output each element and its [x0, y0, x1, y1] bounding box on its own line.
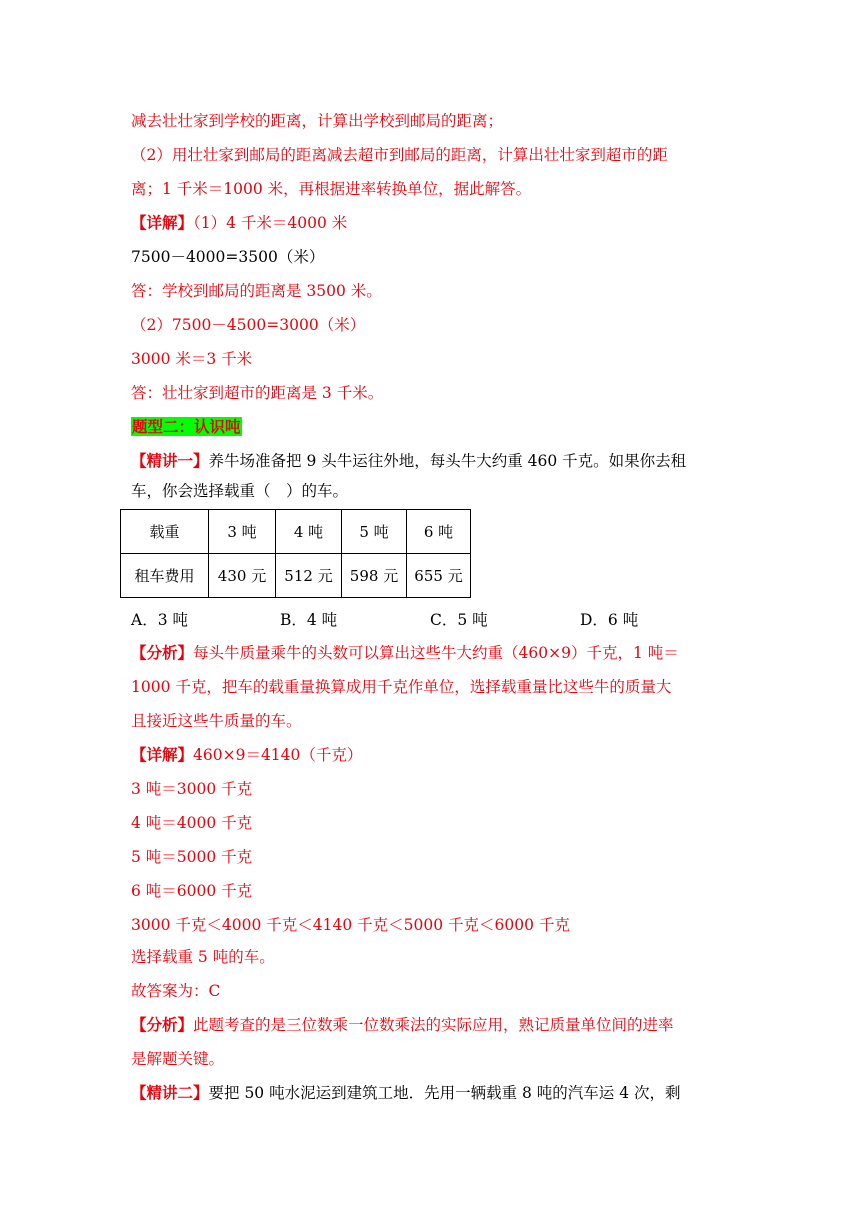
analysis-line: 且接近这些牛质量的车。: [131, 712, 302, 730]
table-cell: 5 吨: [342, 510, 407, 554]
text-line: 3000 米＝3 千米: [131, 350, 253, 368]
question-text: 要把 50 吨水泥运到建筑工地．先用一辆载重 8 吨的汽车运 4 次，剩: [208, 1084, 681, 1102]
text-line: 减去壮壮家到学校的距离，计算出学校到邮局的距离；: [131, 112, 504, 130]
detail-tag: 【详解】: [131, 213, 194, 232]
detail-line: 6 吨＝6000 千克: [131, 882, 253, 900]
option-d: D．6 吨: [580, 611, 639, 629]
analysis-line: [131, 1014, 674, 1036]
table-cell: 6 吨: [407, 510, 471, 554]
equation-line: 7500－4000=3500（米）: [131, 248, 325, 266]
table-cell: 598 元: [342, 554, 407, 598]
text-line: 离；1 千米＝1000 米，再根据进率转换单位，据此解答。: [131, 180, 532, 198]
detail-text: （1）4 千米＝4000 米: [193, 214, 348, 232]
table-cell: 3 吨: [209, 510, 276, 554]
analysis-line: [131, 642, 679, 664]
table-cell: 租车费用: [121, 554, 209, 598]
question-tag: 【精讲一】: [131, 451, 209, 470]
option-b: B．4 吨: [280, 611, 338, 629]
analysis-tag: 【分析】: [131, 1015, 194, 1034]
question-text: 养牛场准备把 9 头牛运往外地，每头牛大约重 460 千克。如果你去租: [208, 452, 687, 470]
detail-line: 3000 千克＜4000 千克＜4140 千克＜5000 千克＜6000 千克: [131, 916, 570, 934]
equation-line: （2）7500－4500=3000（米）: [131, 316, 366, 334]
detail-line: 故答案为：C: [131, 982, 221, 1000]
detail-line: 4 吨＝4000 千克: [131, 814, 253, 832]
table-cell: 512 元: [276, 554, 342, 598]
detail-line: [131, 744, 362, 766]
text-line: （2）用壮壮家到邮局的距离减去超市到邮局的距离，计算出壮壮家到超市的距: [131, 146, 668, 164]
text-line: [131, 212, 347, 234]
answer-line: 答：学校到邮局的距离是 3500 米。: [131, 282, 382, 300]
analysis-line: 是解题关键。: [131, 1050, 225, 1068]
table-cell: 655 元: [407, 554, 471, 598]
question-tag: 【精讲二】: [131, 1083, 209, 1102]
answer-line: 答：壮壮家到超市的距离是 3 千米。: [131, 384, 384, 402]
detail-line: 选择载重 5 吨的车。: [131, 948, 275, 966]
option-c: C．5 吨: [430, 611, 488, 629]
detail-line: 3 吨＝3000 千克: [131, 780, 253, 798]
question-line: [131, 1082, 681, 1104]
detail-tag: 【详解】: [131, 745, 194, 764]
analysis-text: 此题考查的是三位数乘一位数乘法的实际应用，熟记质量单位间的进率: [193, 1016, 674, 1034]
table-cell: 4 吨: [276, 510, 342, 554]
section-heading: [131, 416, 242, 438]
section-title: 题型二：认识吨: [132, 417, 241, 436]
question-line: 车，你会选择载重（ ）的车。: [131, 482, 349, 500]
question-line: [131, 450, 686, 472]
load-price-table: [120, 509, 471, 598]
table-row: [121, 510, 471, 554]
analysis-line: 1000 千克，把车的载重量换算成用千克作单位，选择载重量比这些牛的质量大: [131, 678, 672, 696]
table-cell: 430 元: [209, 554, 276, 598]
detail-text: 460×9＝4140（千克）: [193, 746, 363, 764]
table-row: [121, 554, 471, 598]
option-a: A．3 吨: [131, 611, 188, 629]
detail-line: 5 吨＝5000 千克: [131, 848, 253, 866]
table-cell: 载重: [121, 510, 209, 554]
analysis-tag: 【分析】: [131, 643, 194, 662]
analysis-text: 每头牛质量乘牛的头数可以算出这些牛大约重（460×9）千克，1 吨＝: [193, 644, 679, 662]
